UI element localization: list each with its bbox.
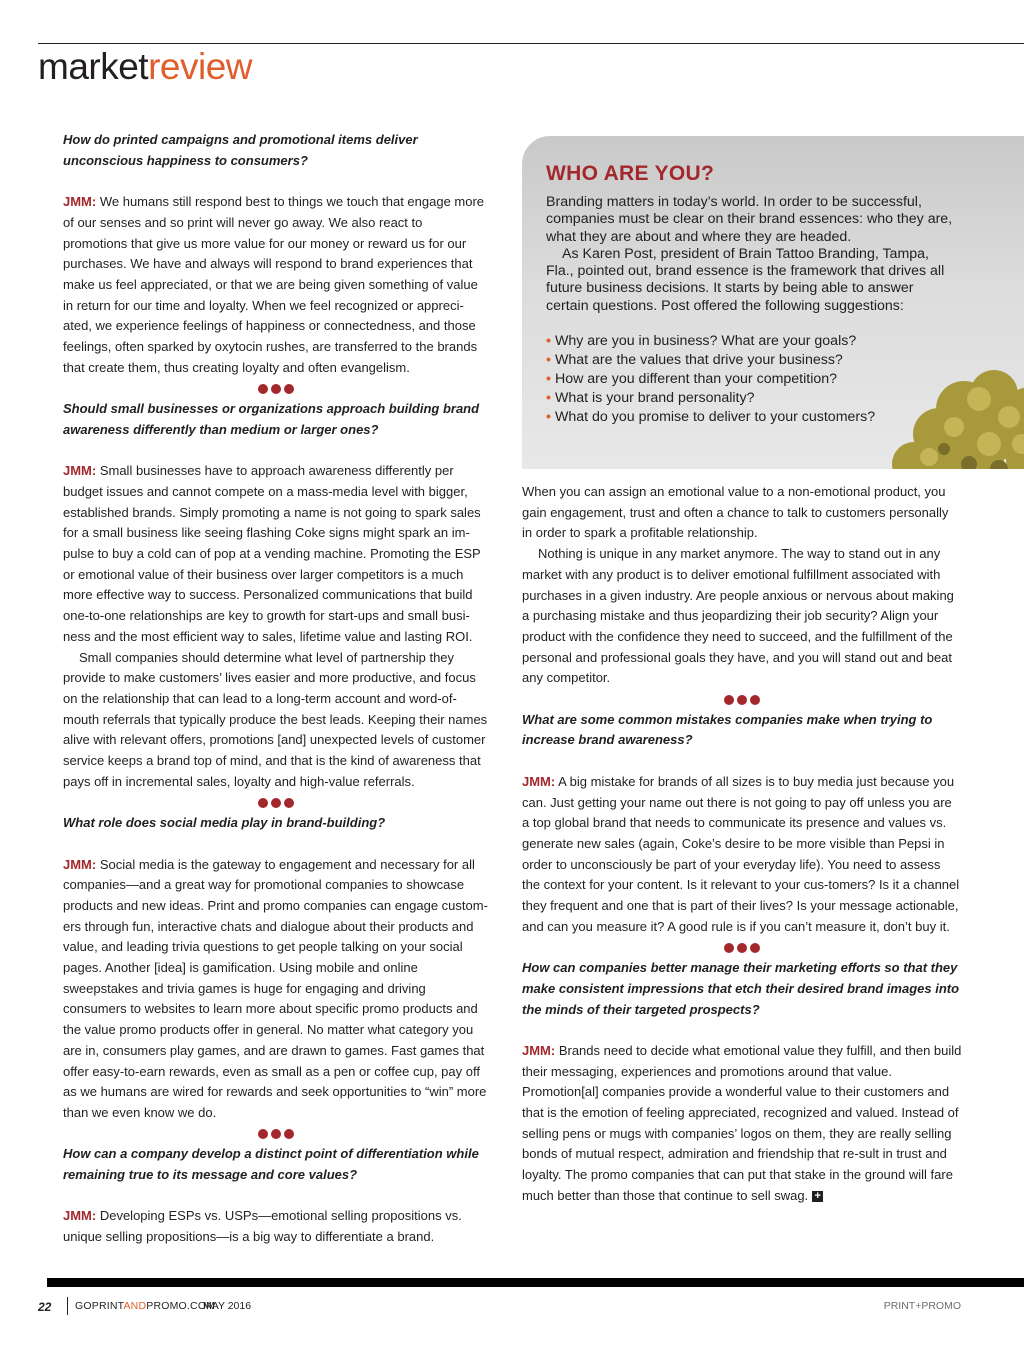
divider-dot-icon	[750, 695, 760, 705]
divider-dot-icon	[737, 943, 747, 953]
sidebar-paragraph: Branding matters in today’s world. In order to be successful, companies must be clear on their brand essences: who they are, what they are about and where they are headed.	[546, 194, 953, 245]
speaker-tag: JMM:	[63, 463, 97, 479]
section-divider-dots	[63, 378, 488, 399]
speaker-tag: JMM:	[63, 856, 97, 872]
interview-answer	[522, 1041, 962, 1207]
body-paragraph: Nothing is unique in any market anymore. The way to stand out in any market with any product is to deliver emotional fulfillment associated with purchases in a given industry. Are people anxious or nervous about making a purchasing mistake and thus jeopardizing their job security? Align your product with the confidence they need to succeed, and the fulfillment of the personal and professional goals they have, and you will stand out and beat any competitor.	[522, 546, 954, 686]
end-of-article-icon: +	[812, 1191, 823, 1202]
body-paragraph: Small companies should determine what level of partnership they provide to make customers’ lives easier and more productive, and focus on the relationship that can lead to a long-term account and word-of-mouth referrals that typically produce the best leads. Keeping their names alive with relevant offers, promotions [and] unexpected levels of customer service keeps a brand top of mind, and that is the kind of awareness that pays off in incremental sales, loyalty and high-value referrals.	[63, 649, 488, 789]
body-paragraph: When you can assign an emotional value to a non-emotional product, you gain engagement, trust and often a chance to talk to customers personally in order to spark a profitable relationship.	[522, 484, 949, 541]
right-column	[522, 482, 962, 1207]
interview-question: How can a company develop a distinct point of differentiation while remaining true to its message and core values?	[63, 1146, 479, 1183]
section-masthead	[38, 44, 252, 90]
speaker-tag: JMM:	[63, 194, 97, 210]
sidebar-bullet: • Why are you in business? What are your goals?	[546, 333, 857, 350]
divider-dot-icon	[258, 798, 268, 808]
section-divider-dots	[522, 937, 962, 958]
footer-website: GOPRINTANDPROMO.COM	[75, 1300, 216, 1312]
divider-dot-icon	[724, 695, 734, 705]
interview-question: What role does social media play in brand-building?	[63, 815, 386, 831]
sidebar-body	[546, 194, 956, 427]
sidebar-bullet: • What are the values that drive your business?	[546, 352, 843, 369]
left-column	[63, 130, 488, 1248]
answer-text: A big mistake for brands of all sizes is to buy media just because you can. Just getting your name out there is not going to pay off unless you are a top global brand that needs to communicate its presence and values vs. generate new sales (again, Coke’s desire to be more visible than Pepsi in order to unconsciously be part of your everyday life). You need to assess the context for your content. Is it relevant to your cus-tomers? Is it a channel they frequent and one that is part of their lives? Is your message actionable, and can you measure it? A good rule is if you can’t measure it, don’t buy it.	[522, 773, 960, 934]
sidebar-title: WHO ARE YOU?	[546, 162, 715, 185]
divider-dot-icon	[737, 695, 747, 705]
section-divider-dots	[63, 792, 488, 813]
sidebar-who-are-you	[522, 136, 1024, 469]
sidebar-paragraph: As Karen Post, president of Brain Tattoo Branding, Tampa, Fla., pointed out, brand essence is the framework that drives all future business decisions. It starts by being able to answer certain questions. Post offered the following suggestions:	[546, 245, 945, 314]
sidebar-bullet: • What do you promise to deliver to your customers?	[546, 409, 876, 426]
bullet-icon: •	[546, 333, 551, 350]
bullet-icon: •	[546, 352, 551, 369]
page-number: 22	[38, 1300, 52, 1314]
speaker-tag: JMM:	[63, 1208, 97, 1224]
speaker-tag: JMM:	[522, 1042, 556, 1058]
divider-dot-icon	[271, 384, 281, 394]
masthead-review: review	[148, 46, 252, 87]
divider-dot-icon	[258, 1129, 268, 1139]
interview-question: Should small businesses or organizations approach building brand awareness differently than medium or larger ones?	[63, 401, 480, 437]
interview-question: How can companies better manage their marketing efforts so that they make consistent impressions that etch their desired brand images into the minds of their targeted prospects?	[522, 960, 960, 1017]
answer-text: Brands need to decide what emotional value they fulfill, and then build their messaging, experiences and promotions around that value. Promotion[al] companies provide a wonderful value to their customers and that is the emotion of feeling appreciated, recognized and valued. Instead of selling pens or mugs with companies’ logos on them, they are really selling bonds of mutual respect, admiration and friendship that re-sult in trust and loyalty. The promo companies that can put that stake in the ground will fare much better than those that continue to sell swag.	[522, 1042, 962, 1203]
divider-dot-icon	[271, 1129, 281, 1139]
answer-text: Social media is the gateway to engagement and necessary for all companies—and a great way for promotional companies to showcase products and new ideas. Print and promo companies can engage custom-ers through fun, interactive chats and dialogue about their products and value, and leading trivia questions to get people talking on your social pages. Another [idea] is gamification. Using mobile and online sweepstakes and trivia games is huge for engaging and driving consumers to websites to learn more about specific promo products and the value promo products offer in general. No matter what category you are in, consumers play games, and are drawn to games. Fast games that offer easy-to-earn rewards, even as small as a pen or coffee cup, pay off as we humans are wired for rewards and seek opportunities to “win” more than we even know we do.	[63, 856, 488, 1120]
answer-text: Developing ESPs vs. USPs—emotional selling propositions vs. unique selling propositions—is a big way to differentiate a brand.	[63, 1208, 462, 1245]
sidebar-bullet: • How are you different than your competition?	[546, 371, 838, 388]
interview-answer	[63, 192, 488, 378]
section-divider-dots	[522, 689, 962, 710]
bullet-icon: •	[546, 390, 551, 407]
answer-text: We humans still respond best to things we touch that engage more of our senses and so print will never go away. We also react to promotions that give us more value for our money or reward us for our purchases. We have and always will respond to brand experiences that make us feel appreciated, or that we are being given something of value in return for our time and loyalty. When we feel recognized or appreci-ated, we experience feelings of happiness or connectedness, and those feelings, often sparked by oxytocin rushes, are transferred to the brands that create them, thus creating loyalty and often evangelism.	[63, 194, 485, 375]
masthead-market: market	[38, 46, 149, 87]
divider-dot-icon	[750, 943, 760, 953]
answer-text: Small businesses have to approach awareness differently per budget issues and cannot compete on a mass-media level with bigger, established brands. Simply promoting a name is not going to spark sales for a small business like seeing flashing Coke signs might spark an im-pulse to buy a cold can of pop at a vending machine. Promoting the ESP or emotional value of their business over larger competitors is a much more effective way to success. Personalized communications that build one-to-one relationships are key to growth for start-ups and small busi-ness and the most efficient way to sales, lifetime value and lasting ROI.	[63, 463, 481, 644]
speaker-tag: JMM:	[522, 773, 556, 789]
footer-publication: PRINT+PROMO	[883, 1300, 961, 1312]
divider-dot-icon	[284, 1129, 294, 1139]
section-divider-dots	[63, 1124, 488, 1145]
interview-answer	[522, 772, 962, 938]
sidebar-bullet-list	[546, 332, 956, 427]
divider-dot-icon	[284, 798, 294, 808]
bullet-icon: •	[546, 409, 551, 426]
interview-answer	[63, 461, 488, 647]
interview-question: What are some common mistakes companies make when trying to increase brand awareness?	[522, 711, 933, 748]
sidebar-bullet: • What is your brand personality?	[546, 390, 755, 407]
footer-divider	[67, 1297, 68, 1315]
interview-answer	[63, 1206, 488, 1247]
bullet-icon: •	[546, 371, 551, 388]
divider-dot-icon	[258, 384, 268, 394]
footer-issue-date: MAY 2016	[203, 1300, 252, 1312]
divider-dot-icon	[284, 384, 294, 394]
interview-question: How do printed campaigns and promotional items deliver unconscious happiness to consumers?	[63, 132, 418, 168]
interview-answer	[63, 855, 488, 1124]
footer-bar	[47, 1278, 1024, 1287]
divider-dot-icon	[724, 943, 734, 953]
divider-dot-icon	[271, 798, 281, 808]
